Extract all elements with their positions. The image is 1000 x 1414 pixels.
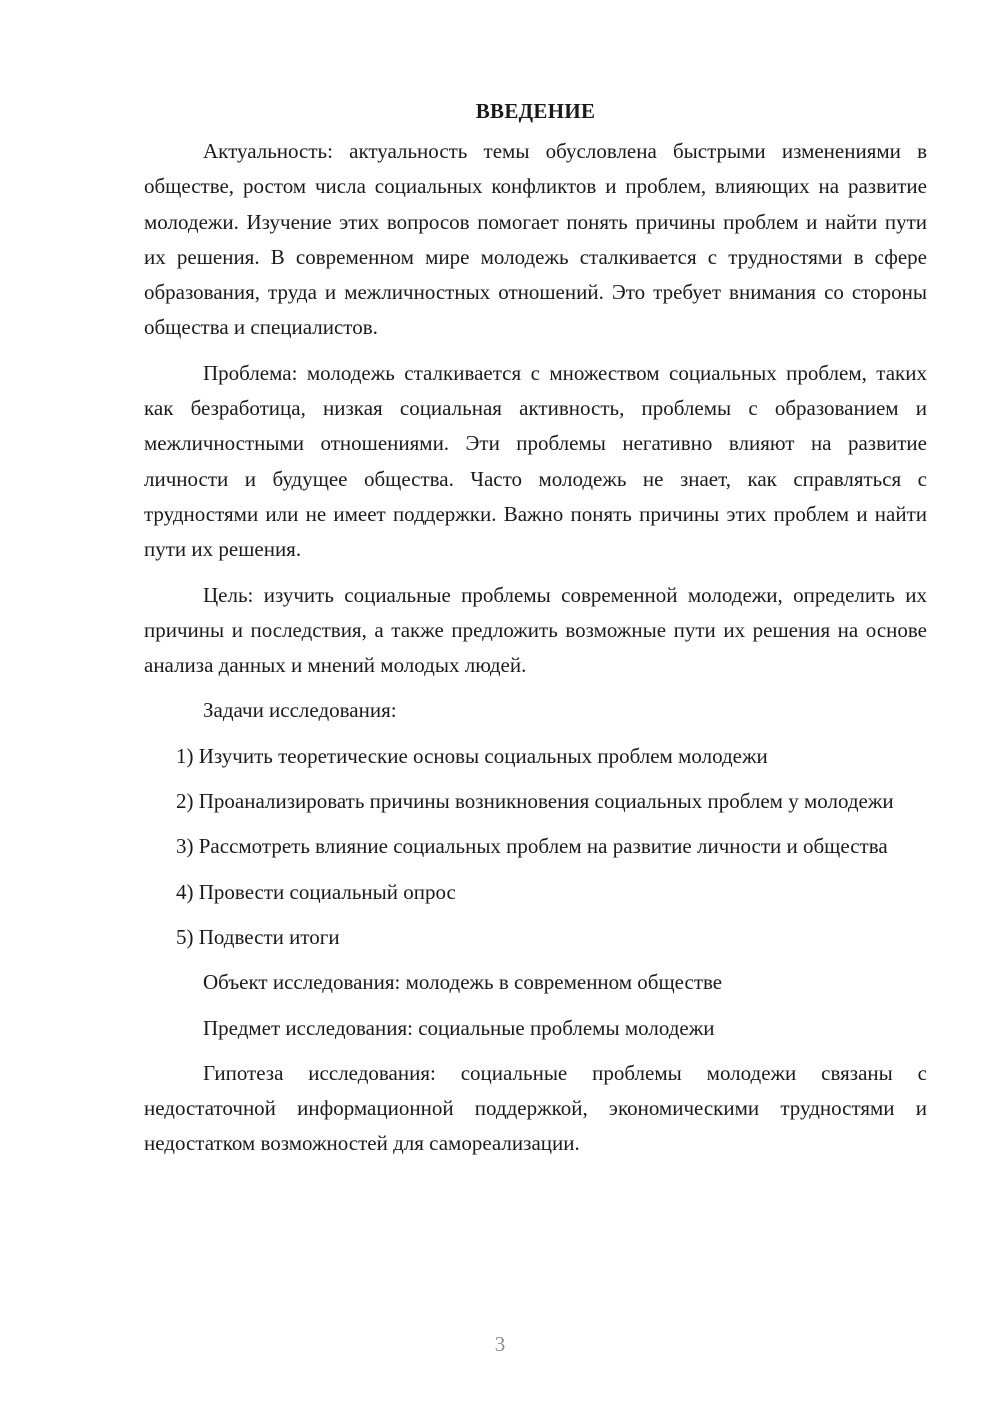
page-content (144, 96, 927, 1172)
tasks-heading: Задачи исследования: (203, 698, 397, 723)
tasks-list (144, 739, 927, 955)
goal-paragraph: Цель: изучить социальные проблемы современной молодежи, определить их причины и последствия, а также предложить возможные пути их решения на основе анализа данных и мнений молодых людей. (144, 582, 927, 678)
relevance-paragraph: Актуальность: актуальность темы обусловлена быстрыми изменениями в обществе, ростом числа социальных конфликтов и проблем, влияющих на развитие молодежи. Изучение этих вопросов помогает понять причины проблем и найти пути их решения. В современном мире молодежь сталкивается с трудностями в сфере образования, труда и межличностных отношений. Это требует внимания со стороны общества и специалистов. (144, 139, 927, 340)
task-item: 4) Провести социальный опрос (176, 879, 456, 904)
hypothesis-paragraph: Гипотеза исследования: социальные проблемы молодежи связаны с недостаточной информационной поддержкой, экономическими трудностями и недостатком возможностей для самореализации. (144, 1060, 927, 1156)
task-item: 2) Проанализировать причины возникновения социальных проблем у молодежи (176, 789, 894, 814)
task-item: 1) Изучить теоретические основы социальных проблем молодежи (176, 743, 768, 768)
subject-paragraph: Предмет исследования: социальные проблемы молодежи (203, 1015, 715, 1040)
object-paragraph: Объект исследования: молодежь в современном обществе (203, 970, 723, 995)
page-title: ВВЕДЕНИЕ (475, 99, 596, 123)
problem-paragraph: Проблема: молодежь сталкивается с множеством социальных проблем, таких как безработица, низкая социальная активность, проблемы с образованием и межличностными отношениями. Эти проблемы негативно влияют на развитие личности и будущее общества. Часто молодежь не знает, как справляться с трудностями или не имеет поддержки. Важно понять причины этих проблем и найти пути их решения. (144, 360, 927, 562)
task-item: 5) Подвести итоги (176, 924, 340, 949)
task-item: 3) Рассмотреть влияние социальных проблем на развитие личности и общества (176, 834, 888, 859)
page-number: 3 (494, 1332, 506, 1356)
